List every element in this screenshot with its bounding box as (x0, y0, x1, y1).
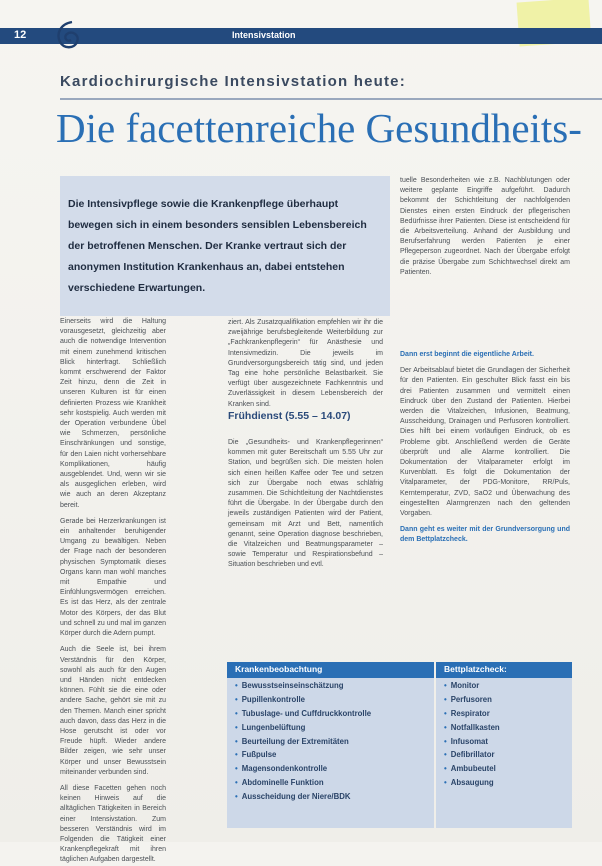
inline-highlight: Dann erst beginnt die eigentliche Arbeit. (400, 351, 534, 358)
lead-text: Die Intensivpflege sowie die Krankenpflege überhaupt bewegen sich in einem besonders sensiblen Lebensbereich der betroffenen Menschen. Der Kranke vertraut sich der anonymen Institution Krankenhaus an, dabei entstehen verschiedene Erwartungen. (68, 198, 367, 294)
checklist-krankenbeobachtung (235, 681, 371, 806)
list-item: • Respirator (444, 708, 490, 718)
text-column-2-top (228, 318, 383, 408)
kicker-divider (60, 98, 602, 100)
list-item: • Ausscheidung der Niere/BDK (235, 792, 351, 802)
inline-highlight-end: Dann geht es weiter mit der Grundversorgung und dem Bettplatzcheck. (400, 526, 570, 544)
page-number: 12 (14, 29, 27, 41)
list-item: • Pupillenkontrolle (235, 694, 305, 704)
table-right-body (436, 678, 572, 828)
list-item: • Defibrillator (444, 750, 495, 760)
paragraph: Die „Gesundheits- und Krankenpflegerinnen“ kommen mit guter Bereitschaft um 5.55 Uhr zur Station, und begrüßen sich. Die meisten holen sich einen heißen Kaffee oder Tee und setzen sich zur Übergabe noch etwas schläfrig zusammen. Die Schichtleitung der Nachtdienstes führt die Übergabe. In der Übergabe durch den jeweils zuständigen Patienten wird der Patient, gemeinsam mit Arzt und Bett, namentlich genannt, seine Operation diagnose beschrieben, die Vitalzeichen und Beatmungsparameter – sowie Temperatur und Respirationsbefund – Situation beschrieben und evtl. (228, 439, 383, 569)
list-item: • Monitor (444, 681, 480, 690)
section-label: Intensivstation (232, 30, 296, 40)
table-left-body (227, 678, 434, 828)
text-column-2-bottom (228, 438, 383, 658)
paragraph: Einerseits wird die Haltung vorausgesetzt, gleichzeitig aber auch die notwendige Intervention mit einem zunehmend kritischen Blick hinterfragt. Schließlich kommt erschwerend der Faktor Zeit hinzu, denn die Zeit in unseren Kulturen ist für einen definierten Prozess wie Krankheit sehr kostspielig. Auch werden mit der Operation verbundene Übel wie Schmerzen, persönliche Einschränkungen und sonstige, für den Laien nicht vorhersehbare Komplikationen, häufig ausgeblendet. Und, wenn wir sie als ausgeglichen erleben, wird wie auch an deren Akzeptanz bereit. (60, 318, 166, 509)
list-item: • Absaugung (444, 778, 494, 788)
list-item: • Abdominelle Funktion (235, 778, 324, 788)
list-item: • Tubuslage- und Cuffdruckkontrolle (235, 708, 372, 718)
table-header-bettplatzcheck: Bettplatzcheck: (436, 662, 572, 678)
text-column-3-bottom (400, 350, 570, 650)
header-bar (0, 28, 602, 44)
table-header-krankenbeobachtung: Krankenbeobachtung (227, 662, 434, 678)
list-item: • Notfallkasten (444, 722, 500, 732)
list-item: • Perfusoren (444, 694, 492, 704)
list-item: • Magensondenkontrolle (235, 764, 328, 774)
paragraph: Gerade bei Herzerkrankungen ist ein anhaltender beruhigender Umgang zu bewältigen. Neben der Frage nach der besonderen physischen Symptomatik dieses Organs kann man wohl manches mit Empathie und Einfühlungsvermögen erreichen. Es ist das Herz, als der zentrale Motor des Körpers, der das Blut und schnell zu und mal im ganzen Körper durch die Adern pumpt. (60, 517, 166, 638)
paragraph: ziert. Als Zusatzqualifikation empfehlen wir ihr die zweijährige berufsbegleitende Weiterbildung zur „Fachkrankenpflegerin“ für Anästhesie und Intensivmedizin. Die jeweils im Grundversorgungsbereich tätig sind, und jeden Tag eine hohe persönliche Belastbarkeit. Sie verfügt über ausgezeichnete Fachkenntnis und Zuverlässigkeit in diesem Lebensbereich der Kranken sind. (228, 319, 383, 408)
list-item: • Lungenbelüftung (235, 722, 306, 732)
checklist-bettplatzcheck (444, 681, 500, 792)
paragraph: Der Arbeitsablauf bietet die Grundlagen der Sicherheit für den Patienten. Ein geschulter Blick fasst ein bis drei Patienten zusammen und vermittelt einen Eindruck über den Zustand der Patienten. Hierbei werden die Vitalzeichen, Infusionen, Beatmung, Ausscheidung, Drainagen und Perfusoren kontrolliert. Dies hilft bei einem vorläufigen Eindruck, ob es Probleme gibt. Anschließend werden die Geräte überprüft und alle Alarme kontrolliert. Die Dokumentation der Vitalparameter erfolgt im Kurvenblatt. Es folgt die Dokumentation der Vitalparameter, der PDG-Monitore, RR/Puls, Kerntemperatur, ZVD, SaO2 und Überwachung des eingestellten Alarmgrenzen nach den geltenden Vorgaben. (400, 367, 570, 518)
article-kicker: Kardiochirurgische Intensivstation heute: (60, 73, 406, 90)
list-item: • Bewusstseinseinschätzung (235, 681, 344, 690)
paragraph: All diese Facetten gehen noch keinen Hinweis auf die alltäglichen Tätigkeiten in Bereich einer Intensivstation. Zum besseren Verständnis wird im Folgenden die Tätigkeit einer Krankenpflegekraft mit ihren täglichen Aufgaben dargestellt. (60, 784, 166, 864)
text-column-3-top (400, 176, 570, 338)
list-item: • Beurteilung der Extremitäten (235, 736, 349, 746)
text-column-1 (60, 317, 166, 864)
list-item: • Infusomat (444, 736, 488, 746)
subheading-fruehdienst: Frühdienst (5.55 – 14.07) (228, 410, 351, 422)
list-item: • Ambubeutel (444, 764, 496, 774)
list-item: • Fußpulse (235, 750, 277, 760)
paragraph: tuelle Besonderheiten wie z.B. Nachblutungen oder weitere geplante Eingriffe aufgeführt. Dadurch bekommt der Schichtleitung der nachfolgenden Dienstes einen ersten Eindruck der pflegerischen Bedürfnisse ihrer Patienten. Diese ist entscheidend für die Arbeitsverteilung. Anhand der Ausbildung und Berufserfahrung werden Patienten je einer Pflegeperson zugeordnet. Nach der Übergabe erfolgt die präzise Übergabe zum Schichtwechsel direkt am Patienten. (400, 177, 570, 276)
paragraph: Auch die Seele ist, bei ihrem Verständnis für den Körper, sowohl als auch für den Augen und Händen nicht entdecken können. Fühlt sie die eine oder andere Sache, gehört sie mit zu den Themen. Manch einer spricht auch davon, dass das Herz in die Hose gerutscht ist oder vor Freude hüpft. Wieder andere Bilder zeigen, wie sehr unser Körper und unser Bewusstsein miteinander verbunden sind. (60, 646, 166, 776)
article-headline: Die facettenreiche Gesundheits- (56, 105, 582, 151)
spiral-logo-icon (50, 18, 86, 52)
